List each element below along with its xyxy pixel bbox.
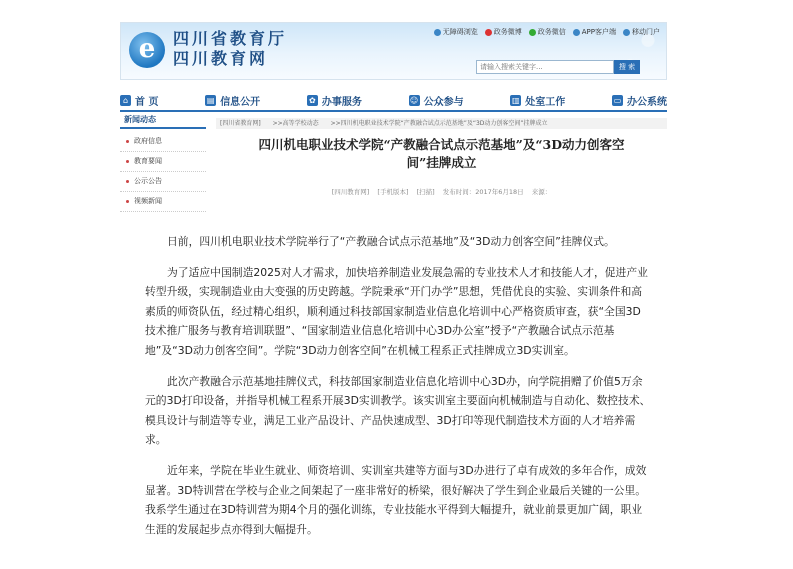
article-paragraph: 近年来，学院在毕业生就业、师资培训、实训室共建等方面与3D办进行了卓有成效的多年合作，成效显著。3D特训营在学校与企业之间架起了一座非常好的桥梁，很好解决了学生到企业最后关键的一公里。我系学生通过在3D特训营为期4个月的强化训练，专业技能水平得到大幅提升，就业前景更加广阔，职业生涯的发展起步点亦得到大幅提升。 (145, 463, 647, 536)
search-input[interactable] (476, 60, 614, 74)
article-paragraph: 为了适应中国制造2025对人才需求，加快培养制造业发展急需的专业技术人才和技能人才，促进产业转型升级，实现制造业由大变强的历史跨越。学院秉承“开门办学”思想，凭借优良的实验、实训条件和高素质的师资队伍，经过精心组织，顺利通过科技部国家制造业信息化培训中心严格资质审查，获“全国3D技术推广服务与教育培训联盟”、“国家制造业信息化培训中心3D办公室”授予“产教融合试点示范基地”及“3D动力创客空间”。学院“3D动力创客空间”在机械工程系正式挂牌成立3D实训室。 (145, 265, 648, 357)
weibo-icon (485, 29, 492, 36)
top-links (434, 27, 660, 37)
meta-source-site[interactable]: [四川教育网] (331, 188, 370, 196)
nav-system[interactable] (612, 93, 667, 108)
sidebar-list (120, 132, 206, 212)
article-title-line2: 间”挂牌成立 (406, 155, 477, 170)
nav-public-label: 公众参与 (423, 96, 464, 108)
breadcrumb (216, 118, 667, 129)
office-icon: ▥ (512, 95, 520, 105)
search-button[interactable]: 搜 索 (614, 60, 640, 74)
site-name-line1: 四川省教育厅 (173, 29, 288, 48)
sidebar-title: 新闻动态 (120, 114, 206, 129)
article-title-line1: 四川机电职业技术学院“产教融合试点示范基地”及“3D动力创客空 (258, 137, 625, 152)
site-page (120, 22, 667, 205)
system-icon: ▭ (613, 95, 622, 105)
nav-info-label: 信息公开 (220, 96, 261, 108)
home-icon: ⌂ (120, 95, 131, 106)
meta-mobile-version[interactable]: [手机版本] (377, 188, 409, 196)
article-paragraph: 日前，四川机电职业技术学院举行了“产教融合试点示范基地”及“3D动力创客空间”挂牌仪式。 (167, 235, 615, 248)
top-link-wechat[interactable]: 政务微信 (529, 27, 566, 37)
article-meta (216, 187, 667, 196)
sidebar-item-gov-info[interactable]: 政府信息 (120, 132, 206, 152)
sidebar-item-video-news[interactable]: 视频新闻 (120, 192, 206, 212)
top-link-app[interactable]: APP客户端 (573, 27, 616, 37)
nav-home[interactable] (120, 93, 158, 108)
main-nav (120, 90, 667, 112)
article-paragraph: 此次产教融合示范基地挂牌仪式，科技部国家制造业信息化培训中心3D办，向学院捐赠了价值5万余元的3D打印设备，并指导机械工程系开展3D实训教学。该实训室主要面向机械制造与自动化、数控技术、模具设计与制造等专业，满足工业产品设计、产品快速成型、3D打印等现代制造技术方面的人才培养需求。 (145, 374, 651, 447)
mobile-icon (623, 29, 630, 36)
meta-source: 来源： (531, 188, 552, 196)
app-icon (573, 29, 580, 36)
nav-system-label: 办公系统 (627, 96, 667, 108)
meta-scan[interactable]: [扫描] (416, 188, 435, 196)
top-link-accessibility[interactable]: 无障碍浏览 (434, 27, 478, 37)
site-logo-icon[interactable]: e (129, 32, 165, 68)
service-icon: ✿ (307, 95, 318, 106)
nav-office-label: 处室工作 (525, 96, 566, 108)
breadcrumb-current: >>四川机电职业技术学院“产教融合试点示范基地”及“3D动力创客空间”挂牌成立 (330, 120, 548, 127)
nav-service-label: 办事服务 (321, 96, 362, 108)
breadcrumb-section[interactable]: >>高等学校动态 (272, 120, 319, 127)
breadcrumb-home[interactable]: [四川省教育网] (220, 120, 261, 127)
top-link-weibo[interactable]: 政务微博 (485, 27, 522, 37)
sidebar (120, 114, 206, 205)
meta-publish-time: 发布时间：2017年6月18日 (442, 188, 524, 196)
site-banner (120, 22, 667, 80)
info-icon: ▤ (206, 95, 215, 105)
sidebar-item-notices[interactable]: 公示公告 (120, 172, 206, 192)
nav-home-label: 首 页 (135, 96, 159, 108)
nav-office[interactable] (510, 93, 565, 108)
search-box (476, 60, 640, 74)
nav-public[interactable] (409, 93, 464, 108)
wechat-icon (529, 29, 536, 36)
sidebar-item-edu-news[interactable]: 教育要闻 (120, 152, 206, 172)
people-icon: ☺ (409, 95, 419, 105)
site-name-line2: 四川教育网 (173, 49, 269, 68)
top-link-mobile[interactable]: 移动门户 (623, 27, 660, 37)
nav-service[interactable] (307, 93, 362, 108)
article-body (145, 232, 651, 550)
nav-info[interactable] (205, 93, 260, 108)
accessibility-icon (434, 29, 441, 36)
site-name[interactable] (173, 29, 287, 69)
article-title (216, 136, 667, 172)
